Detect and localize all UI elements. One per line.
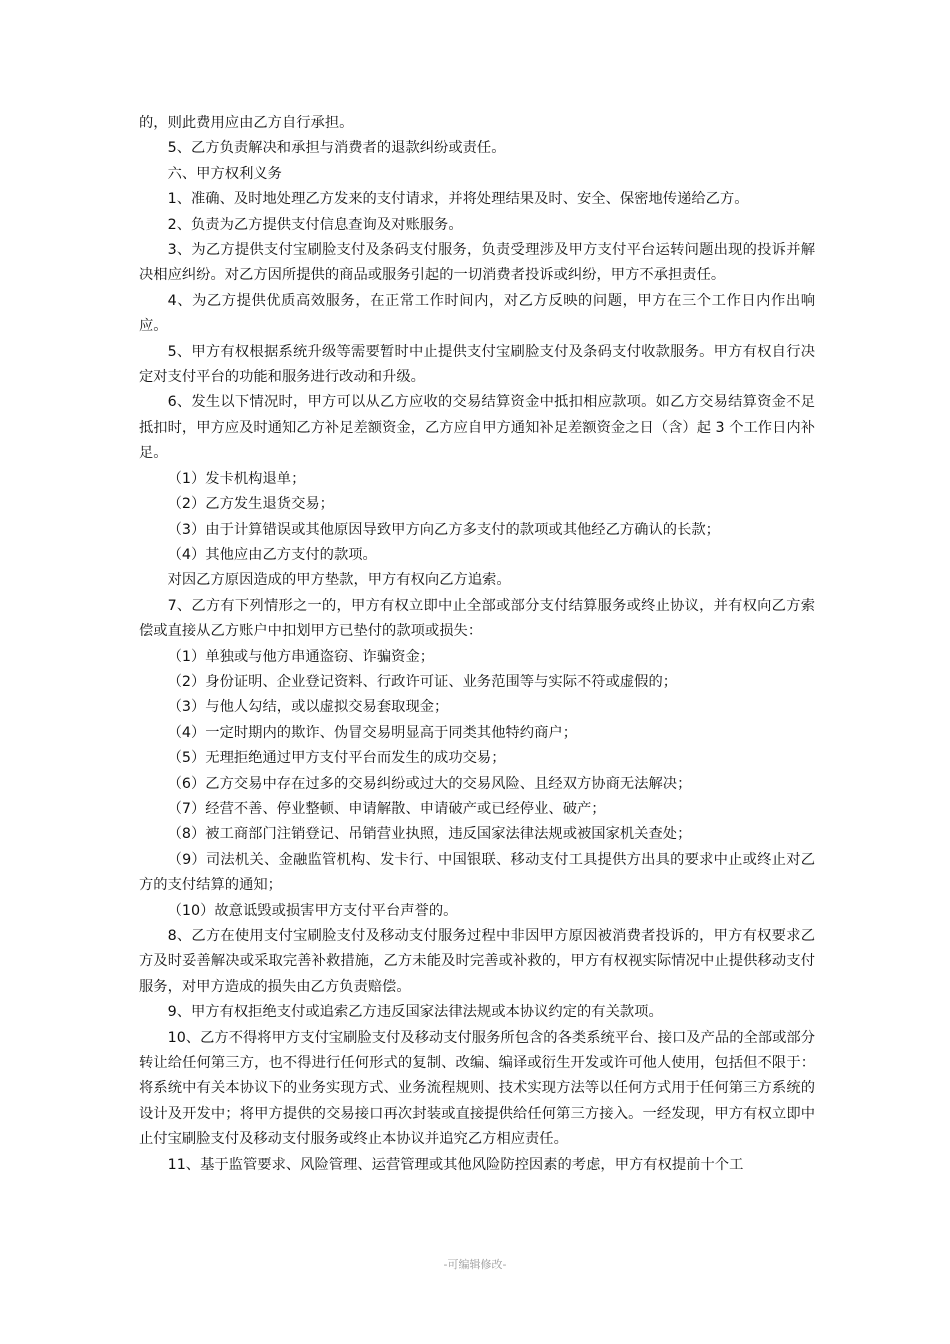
paragraph: 5、甲方有权根据系统升级等需要暂时中止提供支付宝刷脸支付及条码支付收款服务。甲方有权自行决定对支付平台的功能和服务进行改动和升级。 xyxy=(139,343,815,386)
paragraph: 8、乙方在使用支付宝刷脸支付及移动支付服务过程中非因甲方原因被消费者投诉的，甲方有权要求乙方及时妥善解决或采取完善补救措施，乙方未能及时完善或补救的，甲方有权视实际情况中止提供移动支付服务，对甲方造成的损失由乙方负责赔偿。 xyxy=(139,928,815,995)
paragraph: （10）故意诋毁或损害甲方支付平台声誉的。 xyxy=(167,902,458,919)
paragraph: （2）身份证明、企业登记资料、行政许可证、业务范围等与实际不符或虚假的； xyxy=(167,673,678,690)
paragraph: （9）司法机关、金融监管机构、发卡行、中国银联、移动支付工具提供方出具的要求中止或终止对乙方的支付结算的通知； xyxy=(139,851,815,894)
paragraph: 6、发生以下情况时，甲方可以从乙方应收的交易结算资金中抵扣相应款项。如乙方交易结算资金不足抵扣时，甲方应及时通知乙方补足差额资金，乙方应自甲方通知补足差额资金之日（含）起 3 个工作日内补足。 xyxy=(139,394,815,462)
paragraph: （4）其他应由乙方支付的款项。 xyxy=(167,546,377,563)
paragraph: 5、乙方负责解决和承担与消费者的退款纠纷或责任。 xyxy=(167,140,506,157)
paragraph: （7）经营不善、停业整顿、申请解散、申请破产或已经停业、破产； xyxy=(167,800,606,817)
paragraph: 11、基于监管要求、风险管理、运营管理或其他风险防控因素的考虑，甲方有权提前十个工 xyxy=(167,1156,744,1173)
document-body xyxy=(139,111,815,1178)
paragraph: （5）无理拒绝通过甲方支付平台而发生的成功交易； xyxy=(167,750,506,767)
paragraph: 10、乙方不得将甲方支付宝刷脸支付及移动支付服务所包含的各类系统平台、接口及产品的全部或部分转让给任何第三方，也不得进行任何形式的复制、改编、编译或衍生开发或许可他人使用，包括但不限于：将系统中有关本协议下的业务实现方式、业务流程规则、技术实现方法等以任何方式用于任何第三方系统的设计及开发中；将甲方提供的交易接口再次封装或直接提供给任何第三方接入。一经发现，甲方有权立即中止付宝刷脸支付及移动支付服务或终止本协议并追究乙方相应责任。 xyxy=(139,1029,815,1148)
paragraph: （1）单独或与他方串通盗窃、诈骗资金； xyxy=(167,648,435,665)
paragraph: 7、乙方有下列情形之一的，甲方有权立即中止全部或部分支付结算服务或终止协议，并有权向乙方索偿或直接从乙方账户中扣划甲方已垫付的款项或损失： xyxy=(139,597,815,640)
paragraph: 2、负责为乙方提供支付信息查询及对账服务。 xyxy=(167,216,463,233)
paragraph: 4、为乙方提供优质高效服务，在正常工作时间内，对乙方反映的问题，甲方在三个工作日内作出响应。 xyxy=(139,292,815,335)
paragraph: 9、甲方有权拒绝支付或追索乙方违反国家法律法规或本协议约定的有关款项。 xyxy=(167,1004,663,1021)
paragraph: （3）由于计算错误或其他原因导致甲方向乙方多支付的款项或其他经乙方确认的长款； xyxy=(167,521,720,538)
paragraph: 对因乙方原因造成的甲方垫款，甲方有权向乙方追索。 xyxy=(167,572,511,589)
page-footer: -可编辑修改- xyxy=(443,1258,507,1271)
paragraph: （4）一定时期内的欺诈、伪冒交易明显高于同类其他特约商户； xyxy=(167,724,577,741)
paragraph: 3、为乙方提供支付宝刷脸支付及条码支付服务，负责受理涉及甲方支付平台运转问题出现的投诉并解决相应纠纷。对乙方因所提供的商品或服务引起的一切消费者投诉或纠纷，甲方不承担责任。 xyxy=(139,242,815,284)
paragraph: （1）发卡机构退单； xyxy=(167,470,306,487)
paragraph: （6）乙方交易中存在过多的交易纠纷或过大的交易风险、且经双方协商无法解决； xyxy=(167,775,692,792)
paragraph: 六、甲方权利义务 xyxy=(167,165,282,182)
paragraph: 1、准确、及时地处理乙方发来的支付请求，并将处理结果及时、安全、保密地传递给乙方。 xyxy=(167,191,749,208)
paragraph: （8）被工商部门注销登记、吊销营业执照，违反国家法律法规或被国家机关查处； xyxy=(167,826,692,843)
paragraph: （3）与他人勾结，或以虚拟交易套取现金； xyxy=(167,699,449,716)
paragraph: 的，则此费用应由乙方自行承担。 xyxy=(139,115,354,131)
paragraph: （2）乙方发生退货交易； xyxy=(167,496,334,513)
